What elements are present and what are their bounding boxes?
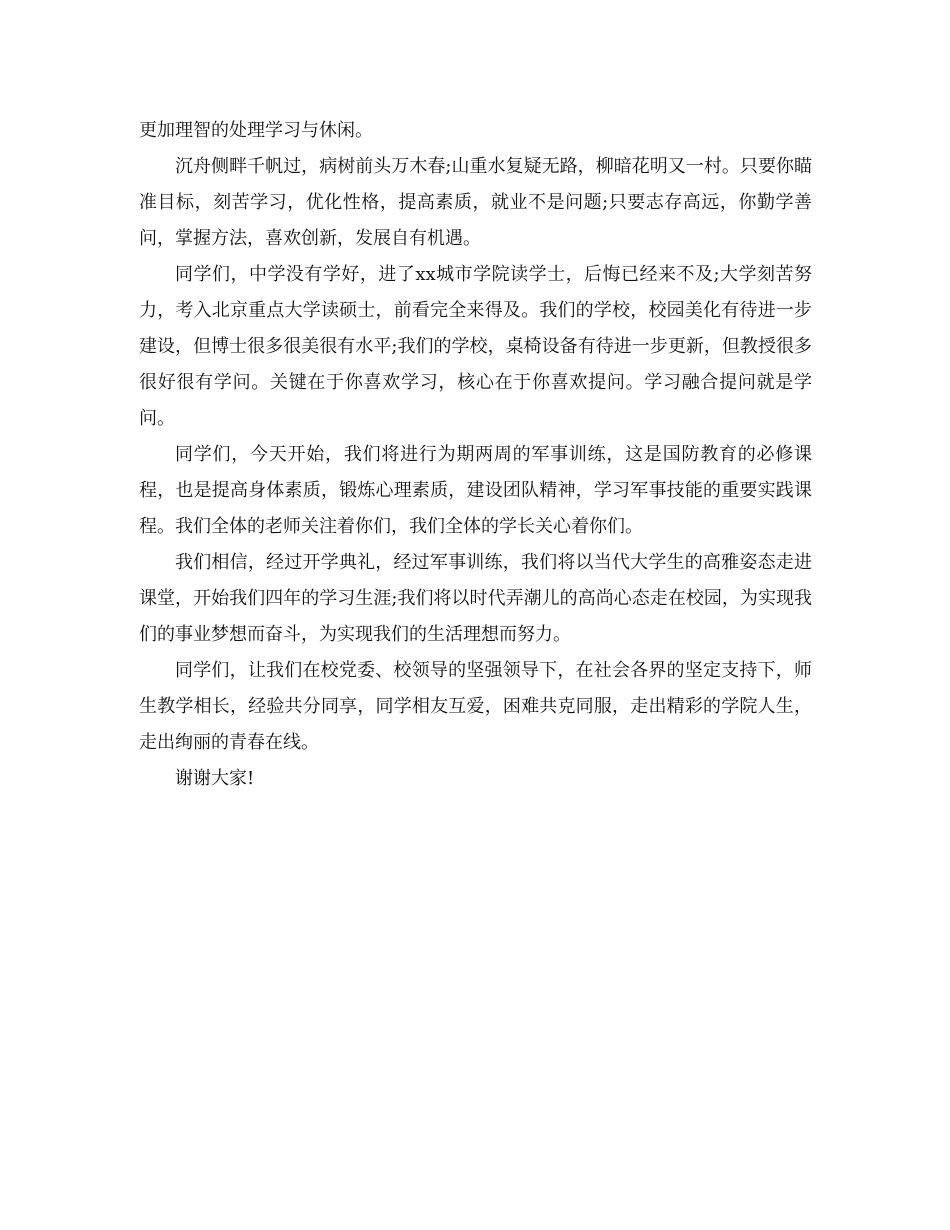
paragraph-continuation: 更加理智的处理学习与休闲。 <box>139 120 373 141</box>
document-body <box>139 113 812 797</box>
paragraph-2: 沉舟侧畔千帆过，病树前头万木春;山重水复疑无路，柳暗花明又一村。只要你瞄准目标，刻苦学习，优化性格，提高素质，就业不是问题;只要志存高远，你勤学善问，掌握方法，喜欢创新，发展自有机遇。 <box>139 156 812 249</box>
paragraph-4: 同学们，今天开始，我们将进行为期两周的军事训练，这是国防教育的必修课程，也是提高身体素质，锻炼心理素质，建设团队精神，学习军事技能的重要实践课程。我们全体的老师关注着你们，我们全体的学长关心着你们。 <box>139 444 812 537</box>
closing-thanks: 谢谢大家! <box>175 768 255 789</box>
paragraph-6: 同学们，让我们在校党委、校领导的坚强领导下，在社会各界的坚定支持下，师生教学相长，经验共分同享，同学相友互爱，困难共克同服，走出精彩的学院人生，走出绚丽的青春在线。 <box>139 660 812 753</box>
paragraph-3: 同学们，中学没有学好，进了xx城市学院读学士，后悔已经来不及;大学刻苦努力，考入北京重点大学读硕士，前看完全来得及。我们的学校，校园美化有待进一步建设，但博士很多很美很有水平;我们的学校，桌椅设备有待进一步更新，但教授很多很好很有学问。关键在于你喜欢学习，核心在于你喜欢提问。学习融合提问就是学问。 <box>139 264 812 429</box>
paragraph-5: 我们相信，经过开学典礼，经过军事训练，我们将以当代大学生的高雅姿态走进课堂，开始我们四年的学习生涯;我们将以时代弄潮儿的高尚心态走在校园，为实现我们的事业梦想而奋斗，为实现我们的生活理想而努力。 <box>139 552 812 645</box>
